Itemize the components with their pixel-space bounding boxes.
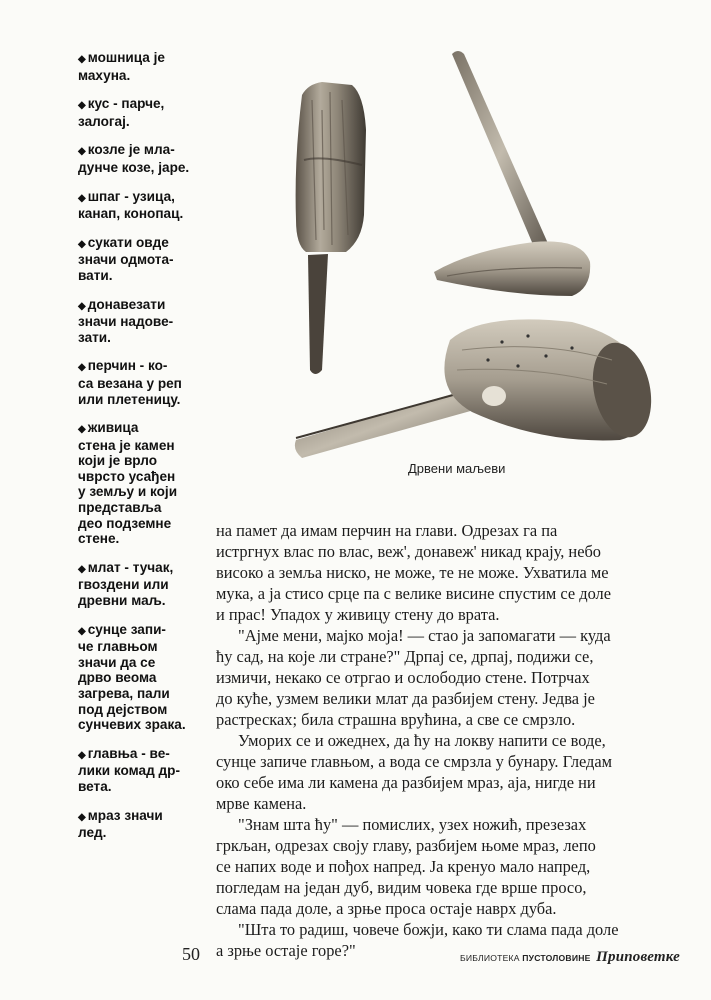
- series-label: БИБЛИОТЕКА: [460, 953, 520, 963]
- glossary-text: сунце запи-: [87, 621, 166, 637]
- glossary-line: [78, 453, 218, 469]
- text-line: Уморих се и ожеднех, да ћу на локву напити се воде,: [238, 731, 606, 750]
- mallets-illustration: [282, 40, 662, 490]
- glossary-entry: [78, 96, 218, 129]
- glossary-line: [78, 142, 218, 160]
- glossary-line: [78, 376, 218, 392]
- glossary-text: лед.: [78, 825, 107, 841]
- glossary-line: [78, 686, 218, 702]
- glossary-line: [78, 825, 218, 841]
- glossary-text: значи надове-: [78, 314, 174, 330]
- glossary-line: [78, 717, 218, 733]
- glossary-line: [78, 779, 218, 795]
- text-line: измичи, некако се отргао и ослободио стене. Потрчах: [216, 668, 590, 687]
- text-line: до куће, узмем велики млат да разбијем стену. Једва је: [216, 689, 595, 708]
- glossary-text: мраз значи: [87, 807, 163, 823]
- glossary-line: [78, 438, 218, 454]
- glossary-line: [78, 593, 218, 609]
- mallet-upright: [296, 82, 366, 374]
- glossary-text: перчин - ко-: [87, 358, 168, 374]
- glossary-entry: [78, 808, 218, 841]
- glossary-text: козле је мла-: [87, 142, 175, 158]
- glossary-text: или плетеницу.: [78, 391, 181, 407]
- glossary-text: канап, конопац.: [78, 206, 184, 222]
- glossary-line: [78, 252, 218, 268]
- glossary-text: живица: [87, 420, 139, 436]
- glossary-text: који је врло: [78, 453, 158, 469]
- diamond-bullet-icon: ◆: [78, 146, 86, 158]
- glossary-text: у земљу и који: [78, 484, 178, 500]
- glossary-text: представља: [78, 500, 162, 516]
- figure-caption: Дрвени маљеви: [408, 461, 506, 476]
- glossary-text: сунчевих зрака.: [78, 717, 186, 733]
- glossary-text: стена је камен: [78, 437, 175, 453]
- glossary-line: [78, 96, 218, 114]
- glossary-entry: [78, 622, 218, 733]
- story-text: [216, 520, 676, 961]
- glossary-line: [78, 469, 218, 485]
- text-line: и прас! Упадох у живицу стену до врата.: [216, 605, 500, 624]
- glossary-text: кус - парче,: [87, 96, 165, 112]
- mallet-pointed: [434, 51, 590, 296]
- glossary-line: [78, 500, 218, 516]
- text-line: гркљан, одрезах своју главу, разбијем њоме мраз, лепо: [216, 836, 596, 855]
- glossary-entry: [78, 560, 218, 609]
- glossary-text: че главњом: [78, 639, 158, 655]
- glossary-text: зати.: [78, 329, 111, 345]
- text-line: мрве камена.: [216, 794, 307, 813]
- page-number: 50: [182, 944, 200, 964]
- glossary-text: млат - тучак,: [87, 559, 174, 575]
- glossary-line: [78, 808, 218, 826]
- glossary-text: стене.: [78, 531, 120, 547]
- glossary-text: чврсто усађен: [78, 468, 176, 484]
- text-line: слама пада доле, а зрње проса остаје наврх дуба.: [216, 899, 557, 918]
- wooden-mallets-figure: [282, 40, 662, 490]
- series-name: ПУСТОЛОВИНЕ: [522, 953, 591, 963]
- glossary-text: гвоздени или: [78, 577, 169, 593]
- glossary-line: [78, 160, 218, 176]
- mallet-barrel: [295, 319, 660, 458]
- glossary-text: вета.: [78, 778, 112, 794]
- story-paragraph: [216, 520, 676, 625]
- diamond-bullet-icon: ◆: [78, 100, 86, 112]
- glossary-text: део подземне: [78, 515, 172, 531]
- diamond-bullet-icon: ◆: [78, 749, 86, 761]
- text-line: се напих воде и пођох напред. Ја кренуо мало напред,: [216, 857, 591, 876]
- diamond-bullet-icon: ◆: [78, 238, 86, 250]
- glossary-text: махуна.: [78, 67, 131, 83]
- glossary-text: древни маљ.: [78, 593, 166, 609]
- glossary-entry: [78, 142, 218, 175]
- glossary-entry: [78, 235, 218, 284]
- text-line: на памет да имам перчин на глави. Одрезах га па: [216, 521, 558, 540]
- diamond-bullet-icon: ◆: [78, 300, 86, 312]
- glossary-entry: [78, 746, 218, 795]
- book-title: Приповетке: [596, 949, 680, 965]
- glossary-line: [78, 114, 218, 130]
- diamond-bullet-icon: ◆: [78, 563, 86, 575]
- glossary-line: [78, 655, 218, 671]
- glossary-line: [78, 484, 218, 500]
- glossary-line: [78, 702, 218, 718]
- glossary-line: [78, 531, 218, 547]
- glossary-line: [78, 358, 218, 376]
- glossary-text: дунче козе, јаре.: [78, 159, 190, 175]
- glossary-text: под дејством: [78, 701, 168, 717]
- text-line: ћу сад, на које ли стране?" Дрпај се, дрпај, подижи се,: [216, 647, 594, 666]
- glossary-text: сукати овде: [87, 234, 169, 250]
- series-footer: [460, 949, 680, 966]
- text-line: а зрње остаје горе?": [216, 941, 356, 960]
- diamond-bullet-icon: ◆: [78, 625, 86, 637]
- story-paragraph: [216, 625, 676, 730]
- glossary-text: са везана у реп: [78, 375, 182, 391]
- glossary-entry: [78, 189, 218, 222]
- glossary-entry: [78, 50, 218, 83]
- glossary-text: вати.: [78, 267, 113, 283]
- glossary-text: донавезати: [87, 296, 166, 312]
- glossary-entry: [78, 358, 218, 407]
- glossary-line: [78, 670, 218, 686]
- glossary-line: [78, 206, 218, 222]
- text-line: растресках; била страшна врућина, а све се смрзло.: [216, 710, 576, 729]
- glossary-line: [78, 189, 218, 207]
- glossary-entry: [78, 297, 218, 346]
- glossary-entry: [78, 420, 218, 547]
- text-line: "Знам шта ћу" — помислих, узех ножић, презезах: [238, 815, 587, 834]
- diamond-bullet-icon: ◆: [78, 424, 86, 436]
- glossary-line: [78, 314, 218, 330]
- glossary-line: [78, 235, 218, 253]
- diamond-bullet-icon: ◆: [78, 811, 86, 823]
- glossary-line: [78, 268, 218, 284]
- text-line: "Ајме мени, мајко моја! — стао ја запомагати — куда: [238, 626, 611, 645]
- glossary-text: шпаг - узица,: [87, 188, 175, 204]
- glossary-line: [78, 763, 218, 779]
- glossary-text: значи да се: [78, 654, 156, 670]
- text-line: сунце запиче главњом, а вода се смрзла у бунару. Гледам: [216, 752, 613, 771]
- glossary-text: мошница је: [87, 50, 165, 65]
- glossary-line: [78, 622, 218, 640]
- glossary-line: [78, 639, 218, 655]
- glossary-text: лики комад др-: [78, 763, 180, 779]
- diamond-bullet-icon: ◆: [78, 192, 86, 204]
- glossary-line: [78, 516, 218, 532]
- glossary-text: залогај.: [78, 113, 130, 129]
- glossary-line: [78, 297, 218, 315]
- story-paragraph: [216, 814, 676, 919]
- glossary-line: [78, 577, 218, 593]
- diamond-bullet-icon: ◆: [78, 54, 86, 65]
- glossary-text: дрво веома: [78, 670, 157, 686]
- text-line: погледам на један дуб, видим човека где врше просо,: [216, 878, 587, 897]
- text-line: високо а земља ниско, не може, те не може. Ухватила ме: [216, 563, 609, 582]
- story-paragraph: [216, 730, 676, 814]
- glossary-line: [78, 50, 218, 68]
- glossary-line: [78, 68, 218, 84]
- glossary-text: главња - ве-: [87, 745, 170, 761]
- glossary-text: загрева, пали: [78, 686, 170, 701]
- text-line: "Шта то радиш, човече божји, како ти слама пада доле: [238, 920, 619, 939]
- text-line: истргнух влас по влас, веж', донавеж' никад крају, небо: [216, 542, 602, 561]
- text-line: око себе има ли камена да разбијем мраз, аја, нигде ни: [216, 773, 596, 792]
- diamond-bullet-icon: ◆: [78, 362, 86, 374]
- glossary-line: [78, 420, 218, 438]
- text-line: мука, а ја стисо срце па с велике висине спустим се доле: [216, 584, 611, 603]
- glossary-line: [78, 560, 218, 578]
- glossary-line: [78, 392, 218, 408]
- glossary-line: [78, 330, 218, 346]
- glossary-text: значи одмота-: [78, 252, 174, 268]
- glossary-line: [78, 746, 218, 764]
- glossary-sidebar: [78, 50, 218, 854]
